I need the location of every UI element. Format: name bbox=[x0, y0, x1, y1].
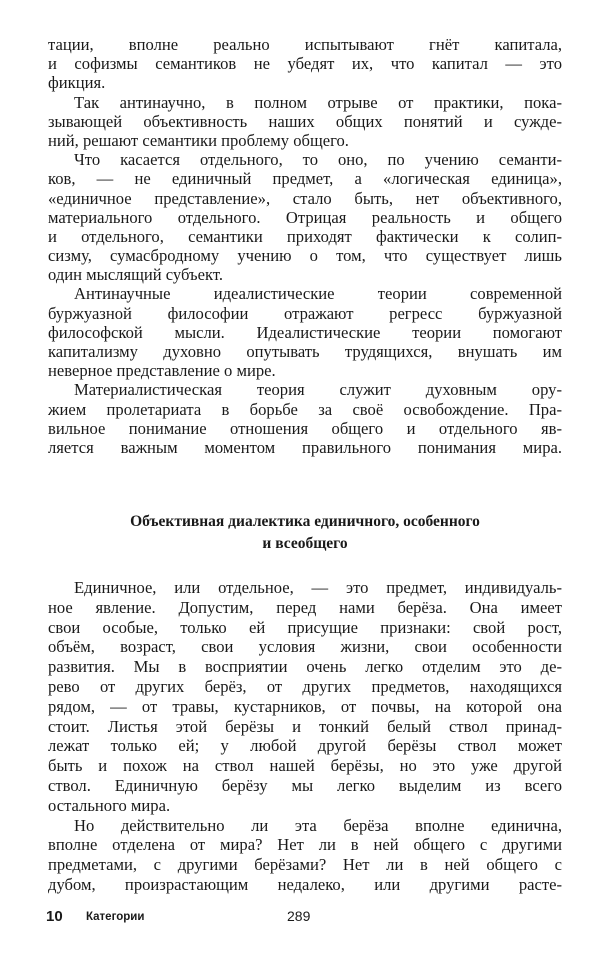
text-line: Единичное, или отдельное, — это предмет, индивидуаль- bbox=[74, 578, 562, 597]
text-line: развития. Мы в восприятии очень легко отделим это де- bbox=[48, 657, 562, 677]
text-line: объём, возраст, свои условия жизни, свои особенности bbox=[48, 637, 562, 657]
text-line: Но действительно ли эта берёза вполне единична, bbox=[74, 815, 562, 835]
text-line: ляется важным моментом правильного понимания мира. bbox=[48, 437, 562, 457]
text-line: остального мира. bbox=[48, 795, 171, 815]
running-title: Категории bbox=[86, 911, 145, 923]
paragraph bbox=[48, 380, 562, 457]
text-line: Так антинаучно, в полном отрыве от практики, пока- bbox=[74, 92, 562, 112]
text-line: капитализму духовно опутывать трудящихся, внушать им bbox=[48, 342, 562, 361]
text-line: материального отдельного. Отрицая реальность и общего bbox=[48, 207, 562, 227]
body-text-section-1 bbox=[48, 35, 562, 457]
text-line: рево от других берёз, от других предметов, находящихся bbox=[48, 676, 562, 696]
paragraph bbox=[48, 578, 562, 816]
text-line: и отдельного, семантики приходят фактически к солип- bbox=[48, 226, 562, 246]
text-line: фикция. bbox=[48, 73, 106, 93]
text-line: жием пролетариата в борьбе за своё освобождение. Пра- bbox=[48, 399, 562, 419]
text-line: Антинаучные идеалистические теории современной bbox=[74, 284, 562, 304]
text-line: ков, — не единичный предмет, а «логическая единица», bbox=[48, 169, 562, 189]
text-line: буржуазной философии отражают регресс буржуазной bbox=[48, 303, 562, 323]
text-line: неверное представление о мире. bbox=[48, 361, 276, 381]
text-line: ний, решают семантики проблему общего. bbox=[48, 130, 349, 150]
text-line: свои особые, только ей присущие признаки: свой рост, bbox=[48, 617, 562, 637]
paragraph bbox=[48, 35, 562, 93]
text-line: Материалистическая теория служит духовным ору- bbox=[74, 380, 562, 400]
text-line: предметами, с другими берёзами? Нет ли в ней общего с bbox=[48, 855, 562, 875]
text-line: стоит. Листья этой берёзы и тонкий белый ствол принад- bbox=[48, 716, 562, 736]
text-line: быть и похож на ствол нашей берёзы, но это уже другой bbox=[48, 756, 562, 776]
text-line: вполне отделена от мира? Нет ли в ней общего с другими bbox=[48, 835, 562, 855]
text-line: зывающей объективность наших общих понятий и сужде- bbox=[48, 111, 562, 131]
section-heading bbox=[48, 511, 562, 555]
text-line: лежат только ей; у любой другой берёзы ствол может bbox=[48, 736, 562, 756]
text-line: ное явление. Допустим, перед нами берёза. Она имеет bbox=[48, 597, 562, 617]
text-line: один мыслящий субъект. bbox=[48, 265, 223, 285]
text-line: Что касается отдельного, то оно, по учению семанти- bbox=[74, 150, 562, 170]
signature-number: 10 bbox=[46, 908, 63, 925]
text-line: и софизмы семантиков не убедят их, что капитал — это bbox=[48, 54, 562, 74]
text-line: рядом, — от травы, кустарников, от почвы, на которой она bbox=[48, 696, 562, 716]
paragraph bbox=[48, 816, 562, 895]
text-line: тации, вполне реально испытывают гнёт капитала, bbox=[48, 35, 562, 54]
body-text-section-2 bbox=[48, 578, 562, 895]
text-line: философской мысли. Идеалистические теории помогают bbox=[48, 322, 562, 342]
text-line: «единичное представление», стало быть, нет объективного, bbox=[48, 188, 562, 208]
section-heading-line-1: Объективная диалектика единичного, особенного bbox=[130, 513, 480, 530]
section-heading-line-2: и всеобщего bbox=[262, 535, 348, 552]
paragraph bbox=[48, 284, 562, 380]
page-number: 289 bbox=[287, 908, 311, 924]
paragraph bbox=[48, 150, 562, 284]
text-line: дубом, произрастающим недалеко, или другими расте- bbox=[48, 874, 562, 894]
text-line: сизму, сумасбродному учению о том, что существует лишь bbox=[48, 246, 562, 266]
text-line: ствол. Единичную берёзу мы легко выделим из всего bbox=[48, 775, 562, 795]
text-line: вильное понимание отношения общего и отдельного яв- bbox=[48, 418, 562, 438]
paragraph bbox=[48, 93, 562, 151]
